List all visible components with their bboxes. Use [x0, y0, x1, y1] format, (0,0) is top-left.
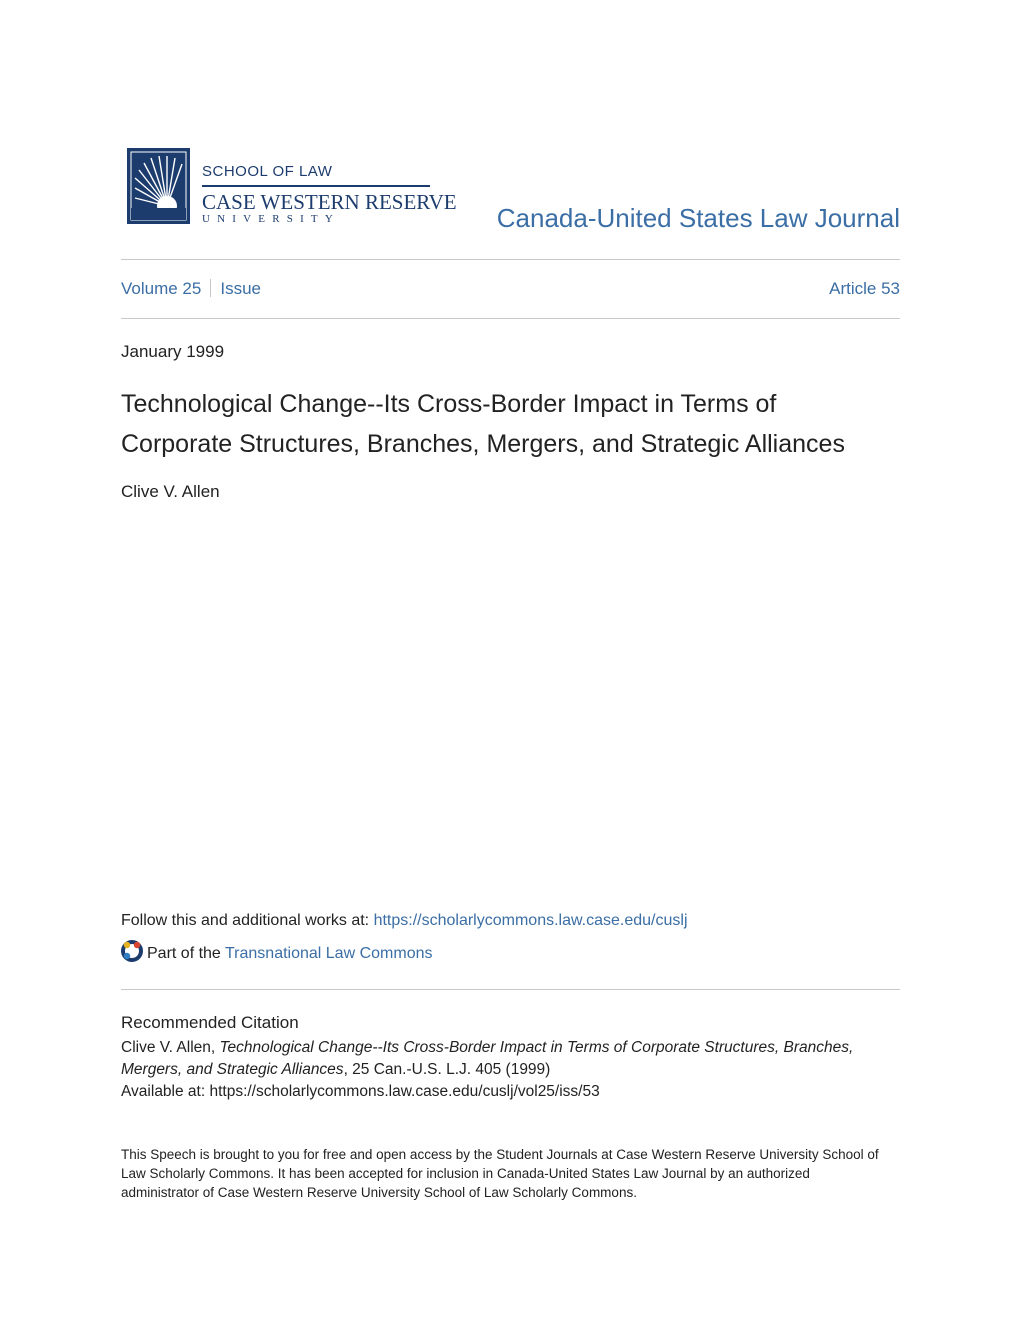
- citation-title: Mergers, and Strategic Alliances: [121, 1061, 344, 1078]
- transnational-law-commons-link[interactable]: Transnational Law Commons: [224, 945, 433, 962]
- issue-link[interactable]: Issue: [220, 279, 261, 298]
- network-icon: [121, 940, 143, 962]
- article-link[interactable]: Article 53: [829, 279, 900, 298]
- article-title-line: Corporate Structures, Branches, Mergers, and Strategic Alliances: [121, 430, 845, 458]
- volume-link[interactable]: Volume 25: [121, 279, 202, 298]
- follow-url-link[interactable]: https://scholarlycommons.law.case.edu/cuslj: [373, 912, 688, 929]
- logo-school-of-law: SCHOOL OF LAW: [202, 163, 333, 180]
- logo-divider: [202, 185, 430, 187]
- citation-available-at: Available at: https://scholarlycommons.law.case.edu/cuslj/vol25/iss/53: [121, 1083, 600, 1100]
- divider: [121, 259, 900, 260]
- issue-meta-row: [121, 279, 900, 301]
- follow-label: Follow this and additional works at:: [121, 912, 374, 929]
- divider: [121, 989, 900, 990]
- sunburst-logo-icon: [127, 148, 190, 224]
- part-of-line: [121, 940, 432, 966]
- part-of-label: Part of the: [147, 945, 225, 962]
- logo-university-label: UNIVERSITY: [202, 213, 340, 225]
- citation-title: Technological Change--Its Cross-Border Impact in Terms of Corporate Structures, Branches,: [219, 1039, 854, 1056]
- article-title-line: Technological Change--Its Cross-Border Impact in Terms of: [121, 390, 777, 418]
- footer-notice: This Speech is brought to you for free and open access by the Student Journals at Case Western Reserve University School of Law Scholarly Commons. It has been accepted for inclusion in Canada-United States Law Journal by an authorized administrator of Case Western Reserve University School of Law Scholarly Commons.: [121, 1147, 879, 1200]
- logo-university-name: CASE WESTERN RESERVE: [202, 190, 457, 214]
- citation-source: , 25 Can.-U.S. L.J. 405 (1999): [343, 1061, 551, 1078]
- citation-heading: Recommended Citation: [121, 1013, 299, 1032]
- journal-title-link[interactable]: Canada-United States Law Journal: [496, 203, 900, 233]
- follow-line: [121, 912, 688, 930]
- divider: [121, 318, 900, 319]
- meta-separator: [210, 279, 211, 297]
- citation-body: [121, 1037, 906, 1103]
- school-logo: [123, 143, 457, 233]
- publication-date: January 1999: [121, 342, 225, 361]
- article-title: [121, 384, 911, 464]
- author-name: Clive V. Allen: [121, 482, 220, 501]
- citation-author: Clive V. Allen,: [121, 1039, 220, 1056]
